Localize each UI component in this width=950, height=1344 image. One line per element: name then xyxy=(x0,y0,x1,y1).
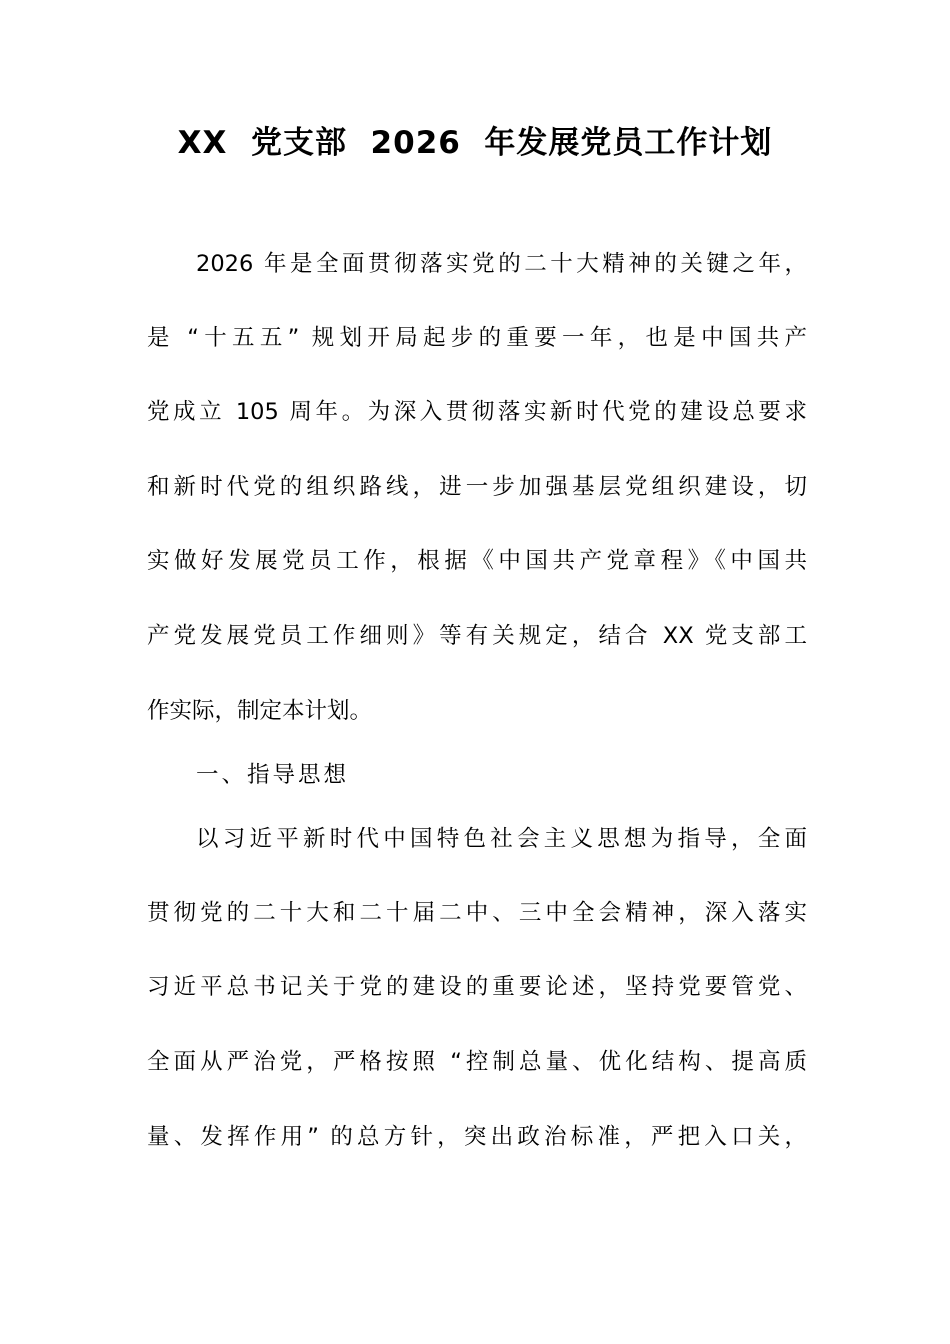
paragraph-line: 习近平总书记关于党的建设的重要论述，坚持党要管党、 xyxy=(147,974,807,1000)
paragraph-line: 2026 年是全面贯彻落实党的二十大精神的关键之年， xyxy=(196,251,807,277)
paragraph-line: 全面从严治党，严格按照 “控制总量、优化结构、提高质 xyxy=(147,1049,807,1075)
paragraph-line: 是 “十五五” 规划开局起步的重要一年，也是中国共产 xyxy=(147,325,807,351)
paragraph-line: 贯彻党的二十大和二十届二中、三中全会精神，深入落实 xyxy=(147,900,807,926)
paragraph-line: 产党发展党员工作细则》等有关规定，结合 XX 党支部工 xyxy=(147,623,807,649)
paragraph-line: 党成立 105 周年。为深入贯彻落实新时代党的建设总要求 xyxy=(147,399,807,425)
paragraph-line: 量、发挥作用” 的总方针，突出政治标准，严把入口关， xyxy=(147,1124,807,1150)
paragraph-line: 实做好发展党员工作，根据《中国共产党章程》《中国共 xyxy=(147,548,807,574)
document-title: XX 党支部 2026 年发展党员工作计划 xyxy=(177,125,773,161)
paragraph-line: 作实际，制定本计划。 xyxy=(147,698,373,724)
paragraph-line: 以习近平新时代中国特色社会主义思想为指导，全面 xyxy=(196,826,807,852)
section-heading-guiding-ideology: 一、指导思想 xyxy=(196,762,350,788)
paragraph-line: 和新时代党的组织路线，进一步加强基层党组织建设，切 xyxy=(147,474,807,500)
